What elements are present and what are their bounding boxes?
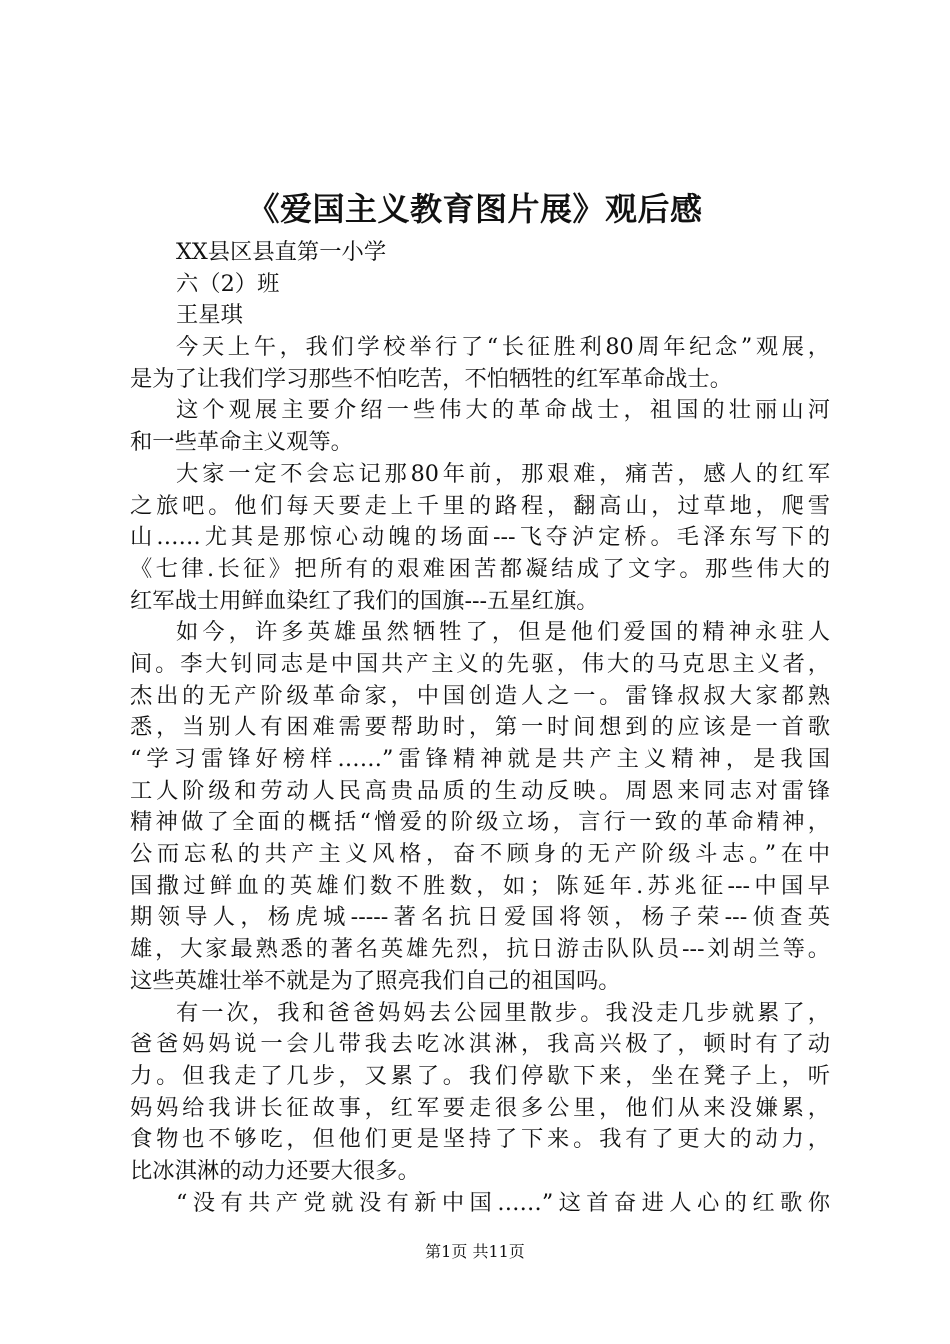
text-line: 如今，许多英雄虽然牺牲了，但是他们爱国的精神永驻人 <box>176 619 830 646</box>
text-line: 这个观展主要介绍一些伟大的革命战士，祖国的壮丽山河 <box>176 397 830 424</box>
text-line: 有一次，我和爸爸妈妈去公园里散步。我没走几步就累了， <box>176 999 830 1026</box>
text-line: 和一些革命主义观等。 <box>130 429 353 456</box>
document-body <box>130 237 830 1219</box>
text-line: 精神做了全面的概括“憎爱的阶级立场，言行一致的革命精神， <box>130 809 830 836</box>
text-line: 之旅吧。他们每天要走上千里的路程，翻高山，过草地，爬雪 <box>130 492 830 519</box>
text-line: “没有共产党就没有新中国……”这首奋进人心的红歌你 <box>176 1189 830 1216</box>
text-line: 红军战士用鲜血染红了我们的国旗---五星红旗。 <box>130 587 599 614</box>
text-line: 这些英雄壮举不就是为了照亮我们自己的祖国吗。 <box>130 967 621 994</box>
text-line: 妈妈给我讲长征故事，红军要走很多公里，他们从来没嫌累， <box>130 1094 830 1121</box>
text-line: 今天上午，我们学校举行了“长征胜利80周年纪念”观展， <box>176 334 830 361</box>
text-line: 爸爸妈妈说一会儿带我去吃冰淇淋，我高兴极了，顿时有了动 <box>130 1031 830 1058</box>
text-line: 雄，大家最熟悉的著名英雄先烈，抗日游击队队员---刘胡兰等。 <box>130 936 830 963</box>
text-line: 比冰淇淋的动力还要大很多。 <box>130 1157 420 1184</box>
text-line: 杰出的无产阶级革命家，中国创造人之一。雷锋叔叔大家都熟 <box>130 682 830 709</box>
document-title: 《爱国主义教育图片展》观后感 <box>247 190 703 228</box>
text-line: “学习雷锋好榜样……”雷锋精神就是共产主义精神，是我国 <box>130 746 830 772</box>
text-line: 力。但我走了几步，又累了。我们停歇下来，坐在凳子上，听 <box>130 1062 830 1089</box>
text-line: 大家一定不会忘记那80年前，那艰难，痛苦，感人的红军 <box>176 460 830 487</box>
text-line: 期领导人，杨虎城-----著名抗日爱国将领，杨子荣---侦查英 <box>130 904 830 931</box>
text-line: 《七律.长征》把所有的艰难困苦都凝结成了文字。那些伟大的 <box>130 555 830 582</box>
page-number-footer: 第1页 共11页 <box>425 1242 525 1261</box>
text-line: XX县区县直第一小学 <box>176 239 387 265</box>
text-line: 间。李大钊同志是中国共产主义的先驱，伟大的马克思主义者， <box>130 650 830 677</box>
text-line: 公而忘私的共产主义风格，奋不顾身的无产阶级斗志。”在中 <box>130 841 830 868</box>
text-line: 工人阶级和劳动人民高贵品质的生动反映。周恩来同志对雷锋 <box>130 777 830 804</box>
text-line: 六（2）班 <box>176 270 280 297</box>
text-line: 悉，当别人有困难需要帮助时，第一时间想到的应该是一首歌 <box>130 714 830 741</box>
text-line: 是为了让我们学习那些不怕吃苦，不怕牺牲的红军革命战士。 <box>130 365 733 392</box>
text-line: 王星琪 <box>176 302 243 329</box>
text-line: 山……尤其是那惊心动魄的场面---飞夺泸定桥。毛泽东写下的 <box>130 524 830 551</box>
text-line: 国撒过鲜血的英雄们数不胜数，如；陈延年.苏兆征---中国早 <box>130 872 830 899</box>
text-line: 食物也不够吃，但他们更是坚持了下来。我有了更大的动力， <box>130 1126 830 1153</box>
